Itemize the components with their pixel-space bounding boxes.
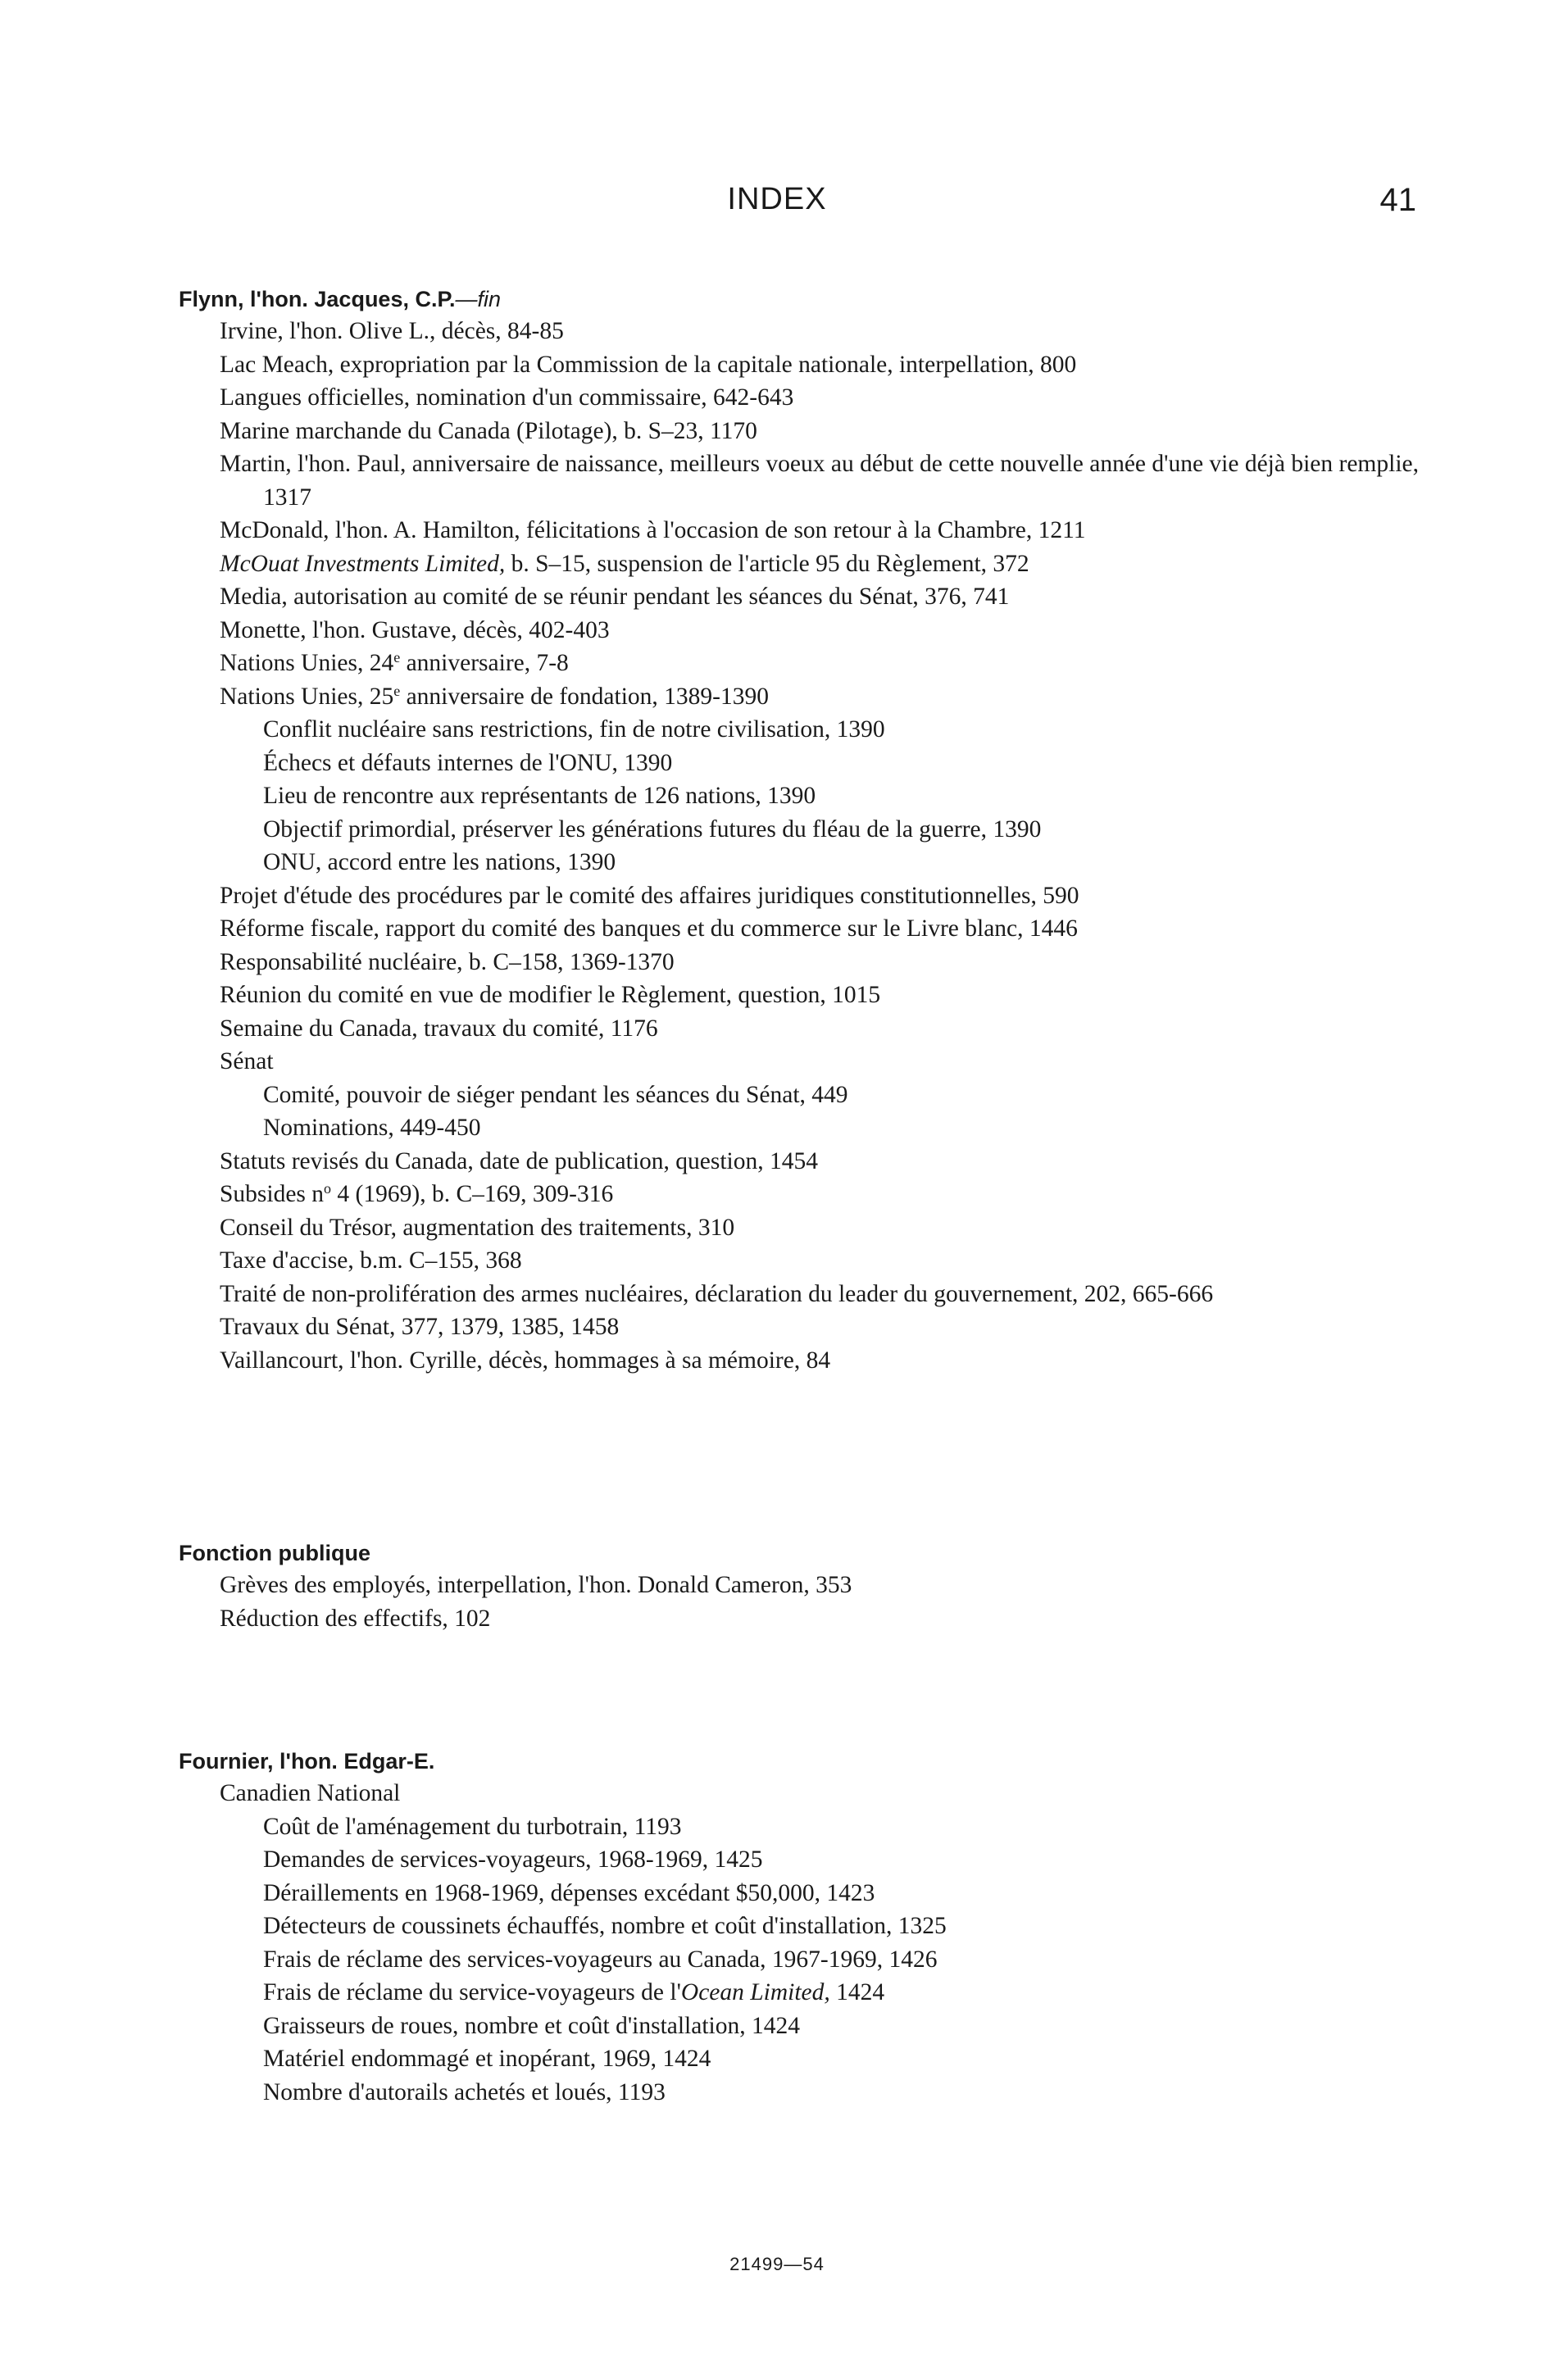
- index-entry: Réunion du comité en vue de modifier le Règlement, question, 1015: [220, 982, 881, 1008]
- index-subentry: Nombre d'autorails achetés et loués, 1193: [263, 2078, 666, 2105]
- index-section-flynn: [179, 284, 1424, 1377]
- section-heading: Fournier, l'hon. Edgar-E.: [179, 1749, 435, 1774]
- index-subentry: Comité, pouvoir de siéger pendant les séances du Sénat, 449: [263, 1081, 848, 1108]
- index-entry: McOuat Investments Limited, b. S–15, suspension de l'article 95 du Règlement, 372: [220, 550, 1029, 577]
- index-entry: Sénat: [220, 1048, 274, 1074]
- index-entry: Canadien National: [220, 1780, 401, 1806]
- index-entry: McDonald, l'hon. A. Hamilton, félicitations à l'occasion de son retour à la Chambre, 1211: [220, 517, 1086, 543]
- index-entry: Monette, l'hon. Gustave, décès, 402-403: [220, 616, 610, 643]
- index-entry: Statuts revisés du Canada, date de publication, question, 1454: [220, 1147, 818, 1174]
- index-entry: Subsides $n^o$ 4 (1969), b. C–169, 309-316: [220, 1180, 614, 1207]
- running-head: [0, 182, 1554, 223]
- index-subentry: Détecteurs de coussinets échauffés, nombre et coût d'installation, 1325: [263, 1913, 947, 1939]
- section-heading: Fonction publique: [179, 1541, 370, 1565]
- index-entry: Responsabilité nucléaire, b. C–158, 1369-1370: [220, 948, 675, 975]
- index-subentry: Matériel endommagé et inopérant, 1969, 1424: [263, 2046, 711, 2072]
- index-subentry: Conflit nucléaire sans restrictions, fin de notre civilisation, 1390: [263, 716, 885, 743]
- index-entry: Nations Unies, 25e anniversaire de fondation, 1389-1390: [220, 682, 769, 710]
- index-entry: Grèves des employés, interpellation, l'hon. Donald Cameron, 353: [220, 1572, 852, 1598]
- index-entry: Travaux du Sénat, 377, 1379, 1385, 1458: [220, 1314, 620, 1340]
- index-subentry: Objectif primordial, préserver les générations futures du fléau de la guerre, 1390: [263, 815, 1042, 843]
- index-entry: Nations Unies, 24e anniversaire, 7-8: [220, 649, 569, 676]
- index-entry: Réforme fiscale, rapport du comité des banques et du commerce sur le Livre blanc, 1446: [220, 915, 1078, 942]
- page-title: INDEX: [727, 182, 827, 216]
- index-subentry: Demandes de services-voyageurs, 1968-1969, 1425: [263, 1846, 763, 1873]
- index-entry: Semaine du Canada, travaux du comité, 1176: [220, 1015, 658, 1042]
- index-entry: Langues officielles, nomination d'un commissaire, 642-643: [220, 384, 794, 411]
- index-entry: Taxe d'accise, b.m. C–155, 368: [220, 1247, 522, 1274]
- index-section-fournier: [179, 1746, 1424, 2109]
- index-entry: Traité de non-prolifération des armes nucléaires, déclaration du leader du gouvernement, 202, 665-666: [220, 1280, 1214, 1307]
- index-subentry: Échecs et défauts internes de l'ONU, 1390: [263, 749, 673, 776]
- index-subentry: Frais de réclame des services-voyageurs au Canada, 1967-1969, 1426: [263, 1946, 938, 1973]
- index-entry: Vaillancourt, l'hon. Cyrille, décès, hommages à sa mémoire, 84: [220, 1347, 831, 1374]
- index-subentry: Graisseurs de roues, nombre et coût d'installation, 1424: [263, 2012, 800, 2039]
- index-subentry: ONU, accord entre les nations, 1390: [263, 849, 616, 875]
- index-subentry: Coût de l'aménagement du turbotrain, 1193: [263, 1813, 682, 1840]
- index-entry: Martin, l'hon. Paul, anniversaire de naissance, meilleurs voeux au début de cette nouvelle année d'une vie déjà bien remplie, 1317: [220, 451, 1419, 511]
- index-section-fonction-publique: [179, 1537, 1424, 1635]
- index-entry: Irvine, l'hon. Olive L., décès, 84-85: [220, 318, 564, 344]
- index-entry: Réduction des effectifs, 102: [220, 1605, 491, 1632]
- index-subentry: Nominations, 449-450: [263, 1115, 481, 1141]
- index-subentry: Frais de réclame du service-voyageurs de l'Ocean Limited, 1424: [263, 1979, 885, 2005]
- index-entry: Marine marchande du Canada (Pilotage), b. S–23, 1170: [220, 417, 757, 444]
- index-entry: Media, autorisation au comité de se réunir pendant les séances du Sénat, 376, 741: [220, 584, 1010, 610]
- page-number: 41: [1379, 182, 1416, 218]
- index-entry: Projet d'étude des procédures par le comité des affaires juridiques constitutionnelles, 590: [220, 882, 1079, 909]
- index-entry: Lac Meach, expropriation par la Commission de la capitale nationale, interpellation, 800: [220, 351, 1077, 378]
- index-subentry: Lieu de rencontre aux représentants de 126 nations, 1390: [263, 783, 816, 809]
- index-subentry: Déraillements en 1968-1969, dépenses excédant $50,000, 1423: [263, 1879, 875, 1906]
- section-heading: Flynn, l'hon. Jacques, C.P.—fin: [179, 287, 502, 311]
- index-entry: Conseil du Trésor, augmentation des traitements, 310: [220, 1214, 735, 1241]
- page-folio: 21499—54: [729, 2254, 825, 2274]
